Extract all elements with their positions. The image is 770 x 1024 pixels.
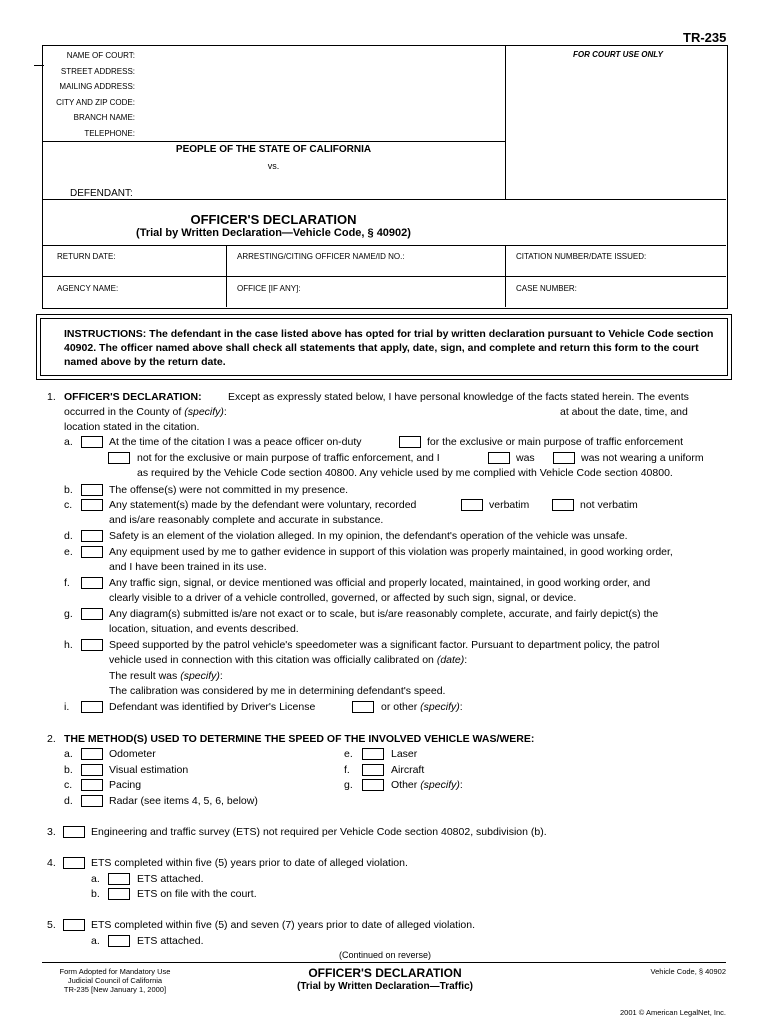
s1-line2: occurred in the County of (specify): bbox=[64, 406, 227, 418]
adopted-line-2: Judicial Council of California bbox=[67, 976, 163, 985]
s4-text: ETS completed within five (5) years prior to date of alleged violation. bbox=[91, 857, 408, 869]
item-1i-other: or other (specify): bbox=[381, 701, 463, 713]
item-1a-text: At the time of the citation I was a peace officer on-duty bbox=[109, 436, 362, 448]
visual-estimation-checkbox[interactable] bbox=[81, 764, 103, 776]
footer-title: OFFICER'S DECLARATION bbox=[308, 966, 462, 980]
ets-not-required-checkbox[interactable] bbox=[63, 826, 85, 838]
form-subtitle: (Trial by Written Declaration—Vehicle Code, § 40902) bbox=[136, 227, 411, 239]
s4-number: 4. bbox=[47, 857, 56, 869]
was-not-label: was not wearing a uniform bbox=[581, 452, 704, 464]
ets-on-file-checkbox[interactable] bbox=[108, 888, 130, 900]
item-1e-letter: e. bbox=[64, 546, 73, 558]
diagram-checkbox[interactable] bbox=[81, 608, 103, 620]
item-1e-text-2: and I have been trained in its use. bbox=[109, 561, 267, 573]
item-1f-text: Any traffic sign, signal, or device mentioned was official and properly located, maintained, in good working order, and bbox=[109, 577, 651, 589]
item-1g-text: Any diagram(s) submitted is/are not exact or to scale, but is/are reasonably complete, accurate, and fairly depict(s) the bbox=[109, 608, 659, 620]
item-1i-text: Defendant was identified by Driver's License bbox=[109, 701, 316, 713]
pacing-checkbox[interactable] bbox=[81, 779, 103, 791]
item-1b-text: The offense(s) were not committed in my presence. bbox=[109, 484, 349, 496]
footer-code: Vehicle Code, § 40902 bbox=[650, 967, 726, 976]
agency-name-label: AGENCY NAME: bbox=[57, 284, 119, 293]
city-zip-label: CITY AND ZIP CODE: bbox=[56, 98, 135, 107]
aircraft-label: Aircraft bbox=[391, 764, 425, 776]
method-e-letter: e. bbox=[344, 748, 353, 760]
s3-text: Engineering and traffic survey (ETS) not required per Vehicle Code section 40802, subdivision (b). bbox=[91, 826, 547, 838]
ets-attached-checkbox[interactable] bbox=[108, 873, 130, 885]
traffic-enforcement-checkbox[interactable] bbox=[399, 436, 421, 448]
safety-checkbox[interactable] bbox=[81, 530, 103, 542]
laser-checkbox[interactable] bbox=[362, 748, 384, 760]
method-d-letter: d. bbox=[64, 795, 73, 807]
item-1f-text-2: clearly visible to a driver of a vehicle controlled, governed, or affected by such sign, signal, or device. bbox=[109, 592, 577, 604]
other-method-checkbox[interactable] bbox=[362, 779, 384, 791]
form-title: OFFICER'S DECLARATION bbox=[190, 212, 357, 227]
item-1i-letter: i. bbox=[64, 701, 70, 713]
s1-line2b: at about the date, time, and bbox=[560, 406, 688, 418]
pacing-label: Pacing bbox=[109, 779, 142, 791]
defendant-label: DEFENDANT: bbox=[70, 188, 133, 199]
item-1c-letter: c. bbox=[64, 499, 73, 511]
item-1c-text: Any statement(s) made by the defendant were voluntary, recorded bbox=[109, 499, 417, 511]
s5-number: 5. bbox=[47, 919, 56, 931]
laser-label: Laser bbox=[391, 748, 418, 760]
item-1a-letter: a. bbox=[64, 436, 73, 448]
telephone-label: TELEPHONE: bbox=[84, 129, 135, 138]
officer-name-label: ARRESTING/CITING OFFICER NAME/ID NO.: bbox=[237, 252, 405, 261]
ets-attached-5-checkbox[interactable] bbox=[108, 935, 130, 947]
ets-five-years-checkbox[interactable] bbox=[63, 857, 85, 869]
copyright: 2001 © American LegalNet, Inc. bbox=[619, 1008, 726, 1017]
item-1h-result: The result was (specify): bbox=[109, 670, 223, 682]
citation-number-label: CITATION NUMBER/DATE ISSUED: bbox=[516, 252, 647, 261]
s1-heading: OFFICER'S DECLARATION: bbox=[64, 391, 202, 403]
method-a-letter: a. bbox=[64, 748, 73, 760]
item-1h-text: Speed supported by the patrol vehicle's speedometer was a significant factor. Pursuant to department policy, the patrol bbox=[109, 639, 660, 651]
item-1d-letter: d. bbox=[64, 530, 73, 542]
mailing-address-label: MAILING ADDRESS: bbox=[59, 82, 135, 91]
item-1a-uniform-text: as required by the Vehicle Code section 40800. Any vehicle used by me complied with Vehicle Code section 40800. bbox=[137, 467, 673, 479]
s2-number: 2. bbox=[47, 733, 56, 745]
item-1a-not-exclusive: not for the exclusive or main purpose of traffic enforcement, and I bbox=[137, 452, 440, 464]
s4b-text: ETS on file with the court. bbox=[137, 888, 257, 900]
radar-label: Radar (see items 4, 5, 6, below) bbox=[109, 795, 258, 807]
instructions-text: INSTRUCTIONS: The defendant in the case listed above has opted for trial by written declaration pursuant to Vehicle Code section 40902. The officer named above shall check all statements that apply, date, sign, and complete and return this form to the court named above by the return date. bbox=[64, 328, 714, 368]
item-1c-text-2: and is/are reasonably complete and accurate in substance. bbox=[109, 514, 384, 526]
method-f-letter: f. bbox=[344, 764, 350, 776]
other-id-checkbox[interactable] bbox=[352, 701, 374, 713]
item-1g-text-2: location, situation, and events described. bbox=[109, 623, 299, 635]
not-verbatim-checkbox[interactable] bbox=[552, 499, 574, 511]
form-number: TR-235 bbox=[683, 30, 727, 45]
item-1h-text-2: vehicle used in connection with this citation was officially calibrated on (date): bbox=[109, 654, 468, 666]
item-1d-text: Safety is an element of the violation alleged. In my opinion, the defendant's operation of the vehicle was unsafe. bbox=[109, 530, 628, 542]
verbatim-checkbox[interactable] bbox=[461, 499, 483, 511]
odometer-label: Odometer bbox=[109, 748, 156, 760]
not-traffic-enforcement-checkbox[interactable] bbox=[108, 452, 130, 464]
caption-box bbox=[42, 45, 728, 309]
visual-estimation-label: Visual estimation bbox=[109, 764, 189, 776]
s3-number: 3. bbox=[47, 826, 56, 838]
street-address-label: STREET ADDRESS: bbox=[60, 67, 135, 76]
s2-heading: THE METHOD(S) USED TO DETERMINE THE SPEED OF THE INVOLVED VEHICLE WAS/WERE: bbox=[64, 733, 535, 745]
not-verbatim-label: not verbatim bbox=[580, 499, 638, 511]
s1-line1: Except as expressly stated below, I have personal knowledge of the facts stated herein. The events bbox=[228, 391, 689, 403]
item-1e-text: Any equipment used by me to gather evidence in support of this violation was properly maintained, in good working order, bbox=[109, 546, 673, 558]
ets-five-seven-years-checkbox[interactable] bbox=[63, 919, 85, 931]
aircraft-checkbox[interactable] bbox=[362, 764, 384, 776]
adopted-line-3: TR-235 [New January 1, 2000] bbox=[63, 985, 167, 994]
people-heading: PEOPLE OF THE STATE OF CALIFORNIA bbox=[175, 144, 372, 155]
equipment-checkbox[interactable] bbox=[81, 546, 103, 558]
court-name-label: NAME OF COURT: bbox=[66, 51, 135, 60]
s5-text: ETS completed within five (5) and seven (7) years prior to date of alleged violation. bbox=[91, 919, 476, 931]
method-c-letter: c. bbox=[64, 779, 73, 791]
was-not-uniform-checkbox[interactable] bbox=[553, 452, 575, 464]
continued-label: (Continued on reverse) bbox=[338, 950, 432, 960]
verbatim-label: verbatim bbox=[489, 499, 530, 511]
s1-number: 1. bbox=[47, 391, 56, 403]
item-1b-letter: b. bbox=[64, 484, 73, 496]
item-1h-letter: h. bbox=[64, 639, 73, 651]
footer-subtitle: (Trial by Written Declaration—Traffic) bbox=[297, 981, 473, 992]
traffic-sign-checkbox[interactable] bbox=[81, 577, 103, 589]
s5a-text: ETS attached. bbox=[137, 935, 204, 947]
return-date-label: RETURN DATE: bbox=[57, 252, 116, 261]
s4a-text: ETS attached. bbox=[137, 873, 204, 885]
speedometer-checkbox[interactable] bbox=[81, 639, 103, 651]
case-number-label: CASE NUMBER: bbox=[516, 284, 577, 293]
on-duty-checkbox[interactable] bbox=[81, 436, 103, 448]
item-1h-calibration: The calibration was considered by me in determining defendant's speed. bbox=[109, 685, 446, 697]
statements-checkbox[interactable] bbox=[81, 499, 103, 511]
was-uniform-checkbox[interactable] bbox=[488, 452, 510, 464]
drivers-license-checkbox[interactable] bbox=[81, 701, 103, 713]
method-g-letter: g. bbox=[344, 779, 353, 791]
radar-checkbox[interactable] bbox=[81, 795, 103, 807]
vs-label: vs. bbox=[267, 161, 280, 171]
s4b-letter: b. bbox=[91, 888, 100, 900]
adopted-line-1: Form Adopted for Mandatory Use bbox=[59, 967, 171, 976]
s1-line3: location stated in the citation. bbox=[64, 421, 200, 433]
item-1a-exclusive: for the exclusive or main purpose of traffic enforcement bbox=[427, 436, 684, 448]
not-in-presence-checkbox[interactable] bbox=[81, 484, 103, 496]
item-1g-letter: g. bbox=[64, 608, 73, 620]
item-1f-letter: f. bbox=[64, 577, 70, 589]
odometer-checkbox[interactable] bbox=[81, 748, 103, 760]
s5a-letter: a. bbox=[91, 935, 100, 947]
branch-name-label: BRANCH NAME: bbox=[73, 113, 135, 122]
s4a-letter: a. bbox=[91, 873, 100, 885]
court-use-divider bbox=[505, 45, 506, 199]
method-b-letter: b. bbox=[64, 764, 73, 776]
office-label: OFFICE [IF ANY]: bbox=[237, 284, 301, 293]
court-use-only: FOR COURT USE ONLY bbox=[573, 50, 663, 59]
was-label: was bbox=[516, 452, 535, 464]
other-method-label: Other (specify): bbox=[391, 779, 463, 791]
